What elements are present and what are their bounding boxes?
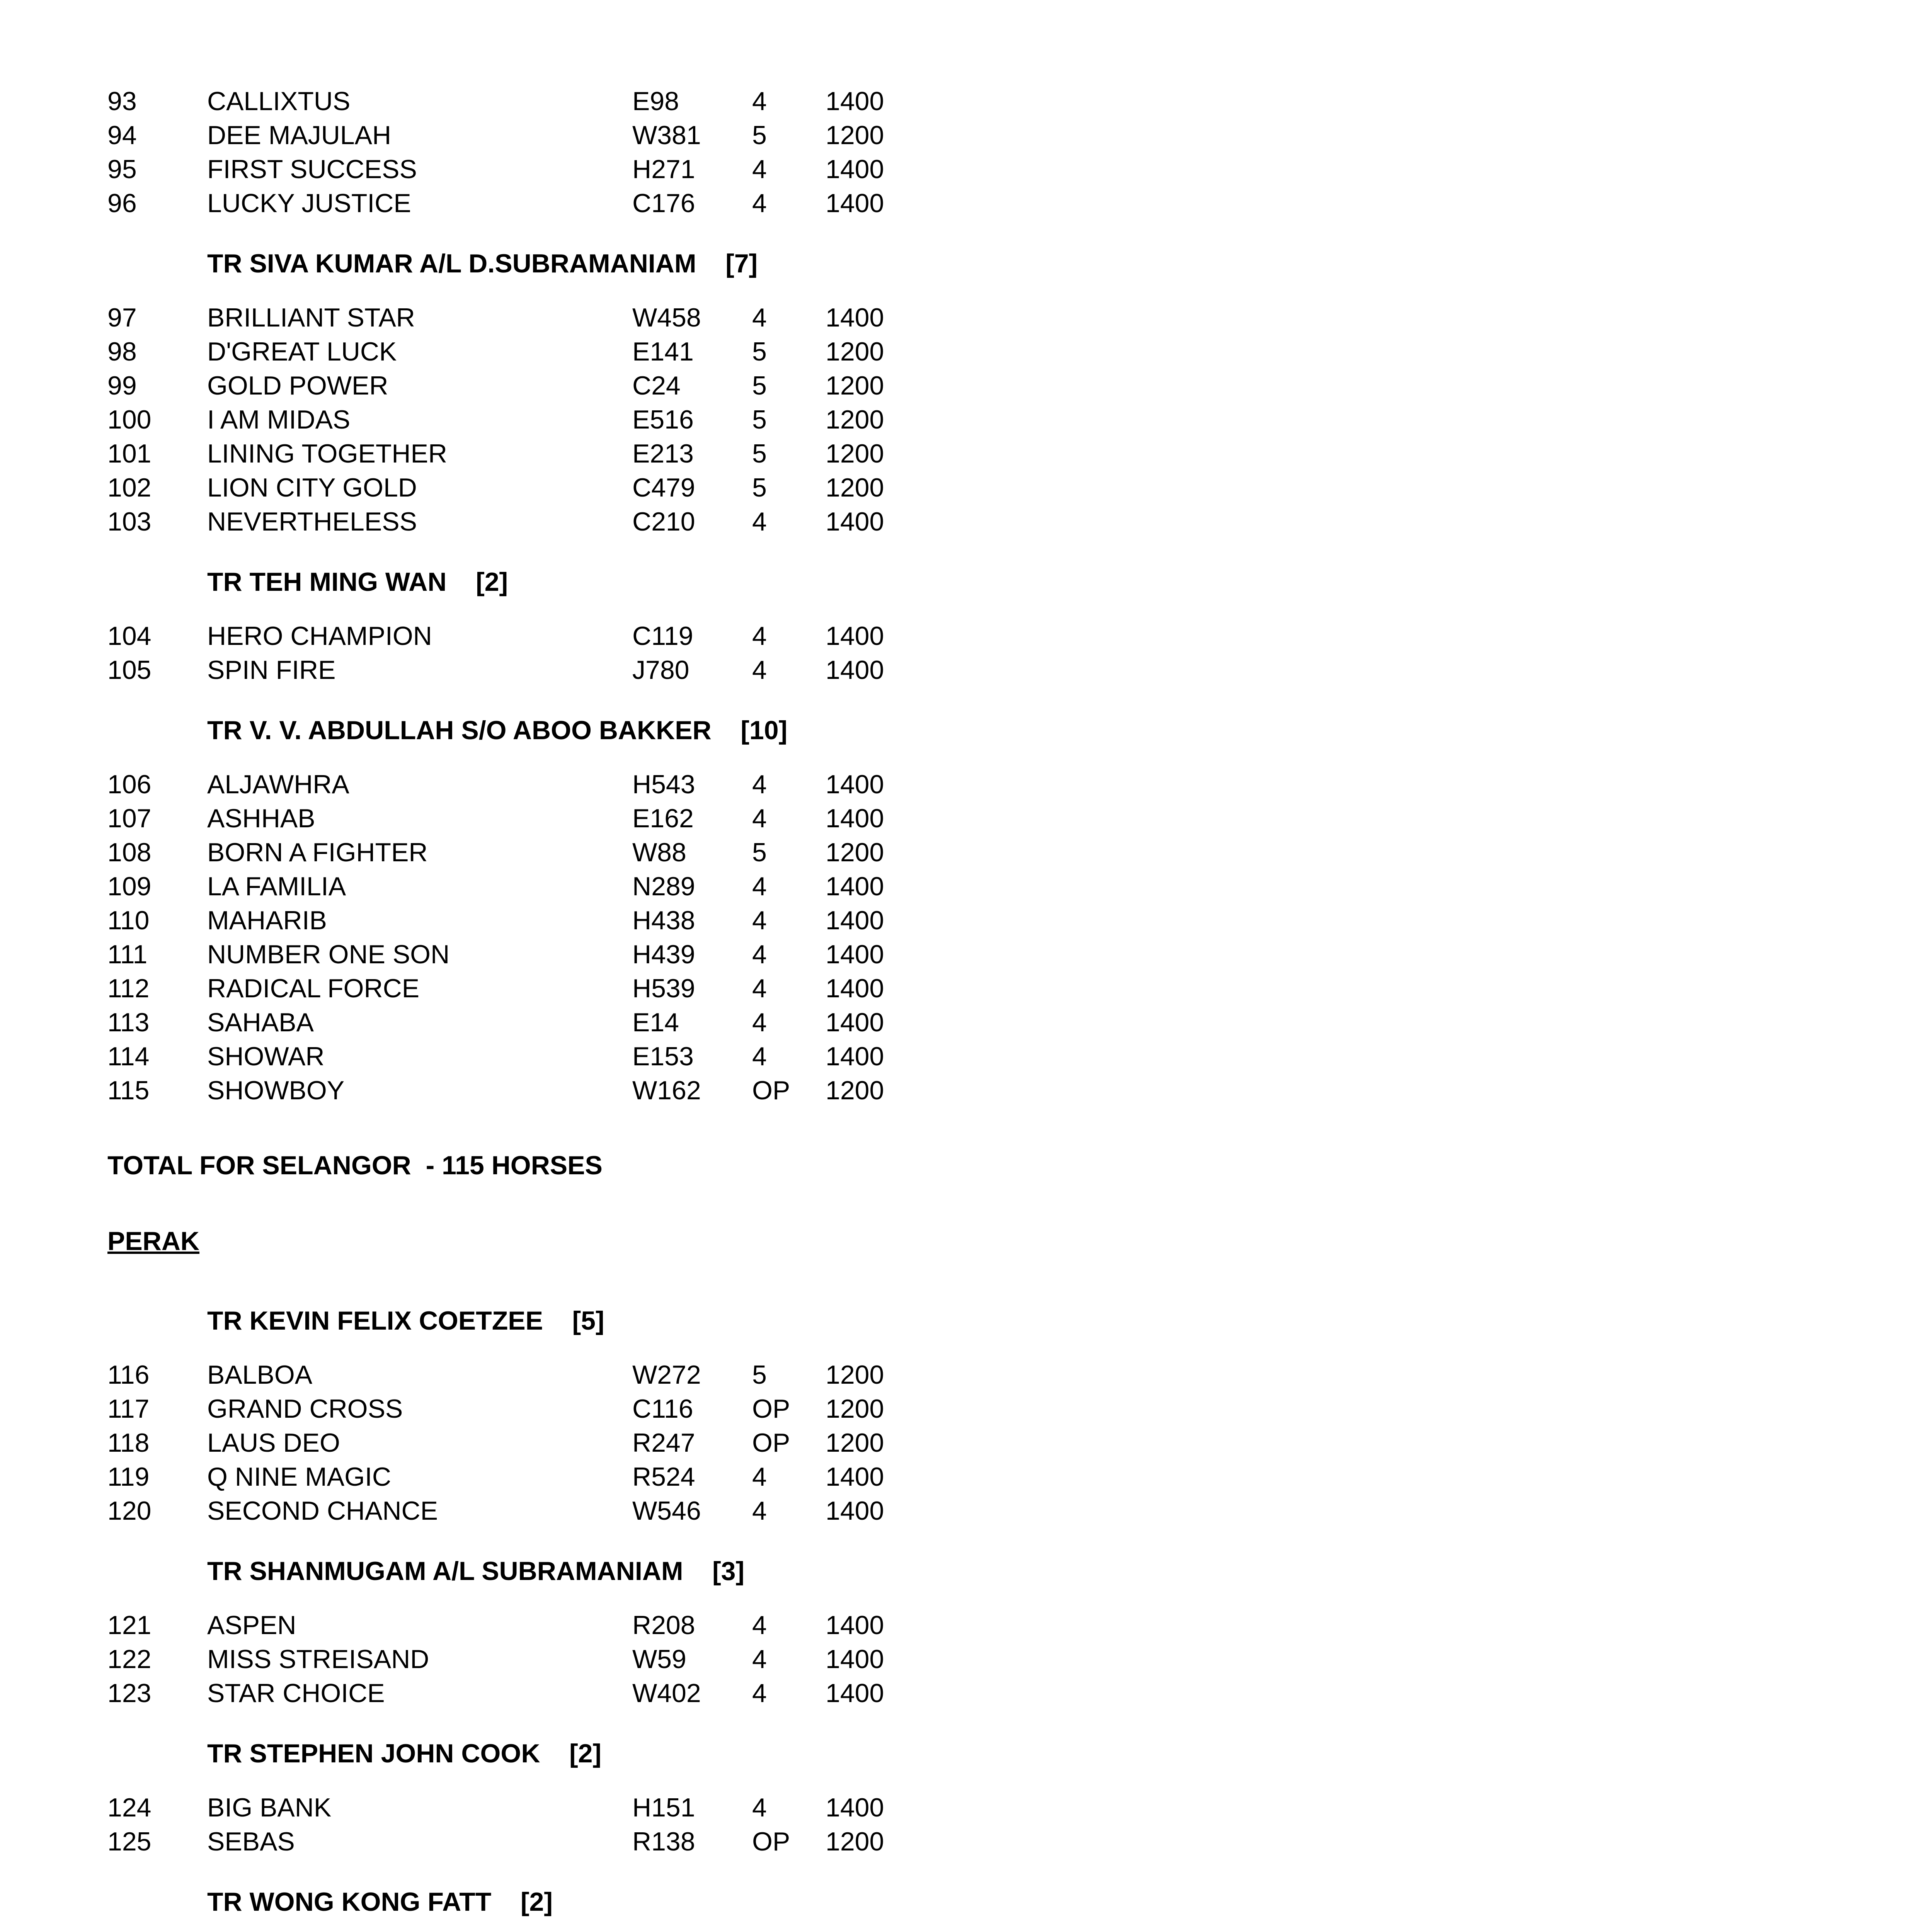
horse-name: SHOWAR [207, 1042, 325, 1071]
horse-number: 95 [107, 155, 137, 184]
horse-age: 5 [752, 838, 767, 867]
horse-code: H543 [632, 770, 695, 799]
horse-row [107, 152, 1035, 186]
horse-row [107, 186, 1035, 220]
horse-row [107, 1642, 1035, 1676]
horse-distance: 1400 [826, 189, 884, 218]
horse-name: LINING TOGETHER [207, 439, 447, 468]
horse-code: H271 [632, 155, 695, 184]
horse-name: ALJAWHRA [207, 770, 349, 799]
horse-name: STAR CHOICE [207, 1679, 385, 1708]
horse-age: 4 [752, 974, 767, 1003]
horse-age: 4 [752, 1496, 767, 1526]
horse-number: 104 [107, 621, 152, 651]
horse-distance: 1200 [826, 1394, 884, 1423]
horse-distance: 1400 [826, 1008, 884, 1037]
horse-age: 4 [752, 155, 767, 184]
horse-row [107, 801, 1035, 835]
horse-age: 4 [752, 507, 767, 536]
horse-age: 4 [752, 872, 767, 901]
horse-age: 4 [752, 1645, 767, 1674]
horse-code: W162 [632, 1076, 701, 1105]
horse-name: BORN A FIGHTER [207, 838, 428, 867]
horse-code: E141 [632, 337, 694, 366]
trainer-heading: TR SHANMUGAM A/L SUBRAMANIAM [3] [207, 1556, 745, 1586]
horse-row [107, 971, 1035, 1005]
horse-row [107, 84, 1035, 118]
horse-distance: 1400 [826, 621, 884, 651]
horse-name: BALBOA [207, 1360, 313, 1389]
horse-code: H438 [632, 906, 695, 935]
horse-age: 4 [752, 770, 767, 799]
horse-age: 5 [752, 121, 767, 150]
horse-row [107, 1005, 1035, 1039]
horse-code: W381 [632, 121, 701, 150]
horse-name: ASHHAB [207, 804, 315, 833]
horse-row [107, 937, 1035, 971]
horse-number: 98 [107, 337, 137, 366]
horse-name: MISS STREISAND [207, 1645, 429, 1674]
horse-name: SPIN FIRE [207, 655, 336, 685]
horse-name: SHOWBOY [207, 1076, 345, 1105]
horse-name: BRILLIANT STAR [207, 303, 415, 332]
horse-age: 4 [752, 906, 767, 935]
horse-distance: 1400 [826, 655, 884, 685]
horse-name: NUMBER ONE SON [207, 940, 450, 969]
horse-distance: 1400 [826, 770, 884, 799]
horse-age: OP [752, 1827, 790, 1856]
horse-name: DEE MAJULAH [207, 121, 392, 150]
horse-code: W88 [632, 838, 686, 867]
horse-distance: 1400 [826, 1793, 884, 1822]
horse-code: J780 [632, 655, 690, 685]
horse-age: 4 [752, 655, 767, 685]
horse-name: GOLD POWER [207, 371, 388, 400]
horse-name: LAUS DEO [207, 1428, 340, 1458]
horse-distance: 1400 [826, 1645, 884, 1674]
horse-number: 107 [107, 804, 152, 833]
horse-name: BIG BANK [207, 1793, 332, 1822]
horse-distance: 1400 [826, 974, 884, 1003]
horse-age: 5 [752, 337, 767, 366]
horse-age: 4 [752, 1611, 767, 1640]
horse-code: R208 [632, 1611, 695, 1640]
horse-age: 5 [752, 371, 767, 400]
horse-code: N289 [632, 872, 695, 901]
horse-code: C119 [632, 621, 693, 651]
horse-age: 4 [752, 87, 767, 116]
horse-number: 113 [107, 1008, 150, 1037]
horse-number: 120 [107, 1496, 152, 1526]
horse-name: SECOND CHANCE [207, 1496, 438, 1526]
horse-code: E213 [632, 439, 694, 468]
horse-distance: 1200 [826, 473, 884, 502]
horse-distance: 1400 [826, 906, 884, 935]
horse-code: E162 [632, 804, 694, 833]
horse-age: 4 [752, 804, 767, 833]
horse-distance: 1400 [826, 1611, 884, 1640]
trainer-heading: TR SIVA KUMAR A/L D.SUBRAMANIAM [7] [207, 249, 758, 278]
horse-row [107, 301, 1035, 335]
horse-name: CALLIXTUS [207, 87, 351, 116]
horse-row [107, 1825, 1035, 1859]
horse-age: 5 [752, 405, 767, 434]
horse-distance: 1200 [826, 838, 884, 867]
horse-distance: 1400 [826, 155, 884, 184]
trainer-heading: TR TEH MING WAN [2] [207, 567, 508, 597]
horse-name: LUCKY JUSTICE [207, 189, 411, 218]
horse-name: MAHARIB [207, 906, 327, 935]
horse-row [107, 1392, 1035, 1426]
horse-number: 102 [107, 473, 152, 502]
horse-number: 106 [107, 770, 152, 799]
horse-name: FIRST SUCCESS [207, 155, 417, 184]
trainer-group [107, 84, 1035, 220]
horse-number: 125 [107, 1827, 152, 1856]
horse-distance: 1200 [826, 337, 884, 366]
horse-code: H151 [632, 1793, 695, 1822]
horse-distance: 1400 [826, 940, 884, 969]
horse-name: Q NINE MAGIC [207, 1462, 392, 1492]
horse-distance: 1400 [826, 1462, 884, 1492]
trainer-group [107, 713, 1035, 1107]
horse-age: 5 [752, 1360, 767, 1389]
horse-code: C176 [632, 189, 695, 218]
horse-distance: 1400 [826, 507, 884, 536]
horse-age: 4 [752, 189, 767, 218]
horse-distance: 1200 [826, 1827, 884, 1856]
horse-code: C210 [632, 507, 695, 536]
horse-name: ASPEN [207, 1611, 296, 1640]
horse-row [107, 767, 1035, 801]
horse-number: 109 [107, 872, 152, 901]
horse-row [107, 653, 1035, 687]
horse-number: 123 [107, 1679, 152, 1708]
horse-number: 116 [107, 1360, 150, 1389]
horse-distance: 1400 [826, 1042, 884, 1071]
horse-name: RADICAL FORCE [207, 974, 420, 1003]
horse-distance: 1200 [826, 371, 884, 400]
horse-distance: 1200 [826, 439, 884, 468]
horse-row [107, 1676, 1035, 1710]
horse-name: SEBAS [207, 1827, 295, 1856]
horse-number: 119 [107, 1462, 150, 1492]
horse-number: 111 [107, 940, 148, 969]
entries-list [107, 84, 1035, 1932]
horse-code: E14 [632, 1008, 679, 1037]
horse-number: 97 [107, 303, 137, 332]
horse-code: W402 [632, 1679, 701, 1708]
horse-row [107, 835, 1035, 869]
horse-name: GRAND CROSS [207, 1394, 403, 1423]
horse-code: W458 [632, 303, 701, 332]
horse-number: 94 [107, 121, 137, 150]
horse-distance: 1200 [826, 405, 884, 434]
horse-number: 108 [107, 838, 152, 867]
horse-row [107, 1039, 1035, 1073]
horse-row [107, 118, 1035, 152]
horse-code: W59 [632, 1645, 686, 1674]
horse-row [107, 1608, 1035, 1642]
trainer-group [107, 565, 1035, 687]
horse-code: E98 [632, 87, 679, 116]
horse-name: HERO CHAMPION [207, 621, 432, 651]
trainer-group [107, 1885, 1035, 1932]
horse-age: 4 [752, 621, 767, 651]
horse-code: E516 [632, 405, 694, 434]
horse-age: OP [752, 1076, 790, 1105]
horse-number: 110 [107, 906, 150, 935]
horse-number: 100 [107, 405, 152, 434]
horse-row [107, 1460, 1035, 1494]
horse-row [107, 437, 1035, 471]
trainer-group [107, 1736, 1035, 1859]
horse-name: LION CITY GOLD [207, 473, 417, 502]
horse-number: 101 [107, 439, 152, 468]
horse-row [107, 1358, 1035, 1392]
horse-number: 118 [107, 1428, 150, 1458]
trainer-group [107, 1554, 1035, 1710]
horse-age: 4 [752, 303, 767, 332]
horse-number: 121 [107, 1611, 152, 1640]
horse-name: D'GREAT LUCK [207, 337, 397, 366]
horse-code: W546 [632, 1496, 701, 1526]
horse-age: 4 [752, 1793, 767, 1822]
horse-code: W272 [632, 1360, 701, 1389]
horse-code: C24 [632, 371, 681, 400]
horse-row [107, 403, 1035, 437]
horse-age: 5 [752, 473, 767, 502]
horse-age: OP [752, 1428, 790, 1458]
horse-age: 4 [752, 1679, 767, 1708]
horse-row [107, 335, 1035, 369]
horse-number: 124 [107, 1793, 152, 1822]
horse-number: 99 [107, 371, 137, 400]
horse-number: 105 [107, 655, 152, 685]
horse-code: R138 [632, 1827, 695, 1856]
horse-name: I AM MIDAS [207, 405, 351, 434]
horse-age: OP [752, 1394, 790, 1423]
horse-code: H539 [632, 974, 695, 1003]
horse-row [107, 869, 1035, 903]
trainer-heading: TR KEVIN FELIX COETZEE [5] [207, 1306, 604, 1335]
trainer-group [107, 247, 1035, 539]
horse-age: 4 [752, 1042, 767, 1071]
horse-name: SAHABA [207, 1008, 314, 1037]
horse-row [107, 471, 1035, 505]
horse-distance: 1400 [826, 303, 884, 332]
horse-row [107, 1073, 1035, 1107]
horse-number: 103 [107, 507, 152, 536]
trainer-group [107, 1304, 1035, 1528]
horse-distance: 1400 [826, 804, 884, 833]
horse-row [107, 1791, 1035, 1825]
horse-code: R524 [632, 1462, 695, 1492]
trainer-heading: TR STEPHEN JOHN COOK [2] [207, 1739, 602, 1768]
horse-code: C479 [632, 473, 695, 502]
horse-age: 5 [752, 439, 767, 468]
horse-distance: 1400 [826, 1679, 884, 1708]
horse-number: 115 [107, 1076, 150, 1105]
horse-number: 96 [107, 189, 137, 218]
horse-code: H439 [632, 940, 695, 969]
region-heading: PERAK [107, 1226, 200, 1256]
horse-distance: 1200 [826, 1360, 884, 1389]
horse-number: 112 [107, 974, 150, 1003]
horse-code: R247 [632, 1428, 695, 1458]
horse-distance: 1200 [826, 121, 884, 150]
horse-age: 4 [752, 1462, 767, 1492]
horse-distance: 1400 [826, 1496, 884, 1526]
horse-distance: 1200 [826, 1428, 884, 1458]
horse-distance: 1200 [826, 1076, 884, 1105]
horse-age: 4 [752, 1008, 767, 1037]
horse-code: E153 [632, 1042, 694, 1071]
trainer-heading: TR V. V. ABDULLAH S/O ABOO BAKKER [10] [207, 716, 788, 745]
section-total: TOTAL FOR SELANGOR - 115 HORSES [107, 1151, 603, 1180]
horse-number: 122 [107, 1645, 152, 1674]
horse-number: 93 [107, 87, 137, 116]
horse-name: NEVERTHELESS [207, 507, 417, 536]
horse-distance: 1400 [826, 872, 884, 901]
horse-row [107, 903, 1035, 937]
horse-name: LA FAMILIA [207, 872, 346, 901]
trainer-heading: TR WONG KONG FATT [2] [207, 1887, 553, 1917]
horse-number: 117 [107, 1394, 150, 1423]
horse-row [107, 1494, 1035, 1528]
horse-number: 114 [107, 1042, 150, 1071]
horse-row [107, 619, 1035, 653]
horse-row [107, 369, 1035, 403]
horse-code: C116 [632, 1394, 693, 1423]
horse-row [107, 505, 1035, 539]
horse-age: 4 [752, 940, 767, 969]
horse-distance: 1400 [826, 87, 884, 116]
horse-row [107, 1426, 1035, 1460]
